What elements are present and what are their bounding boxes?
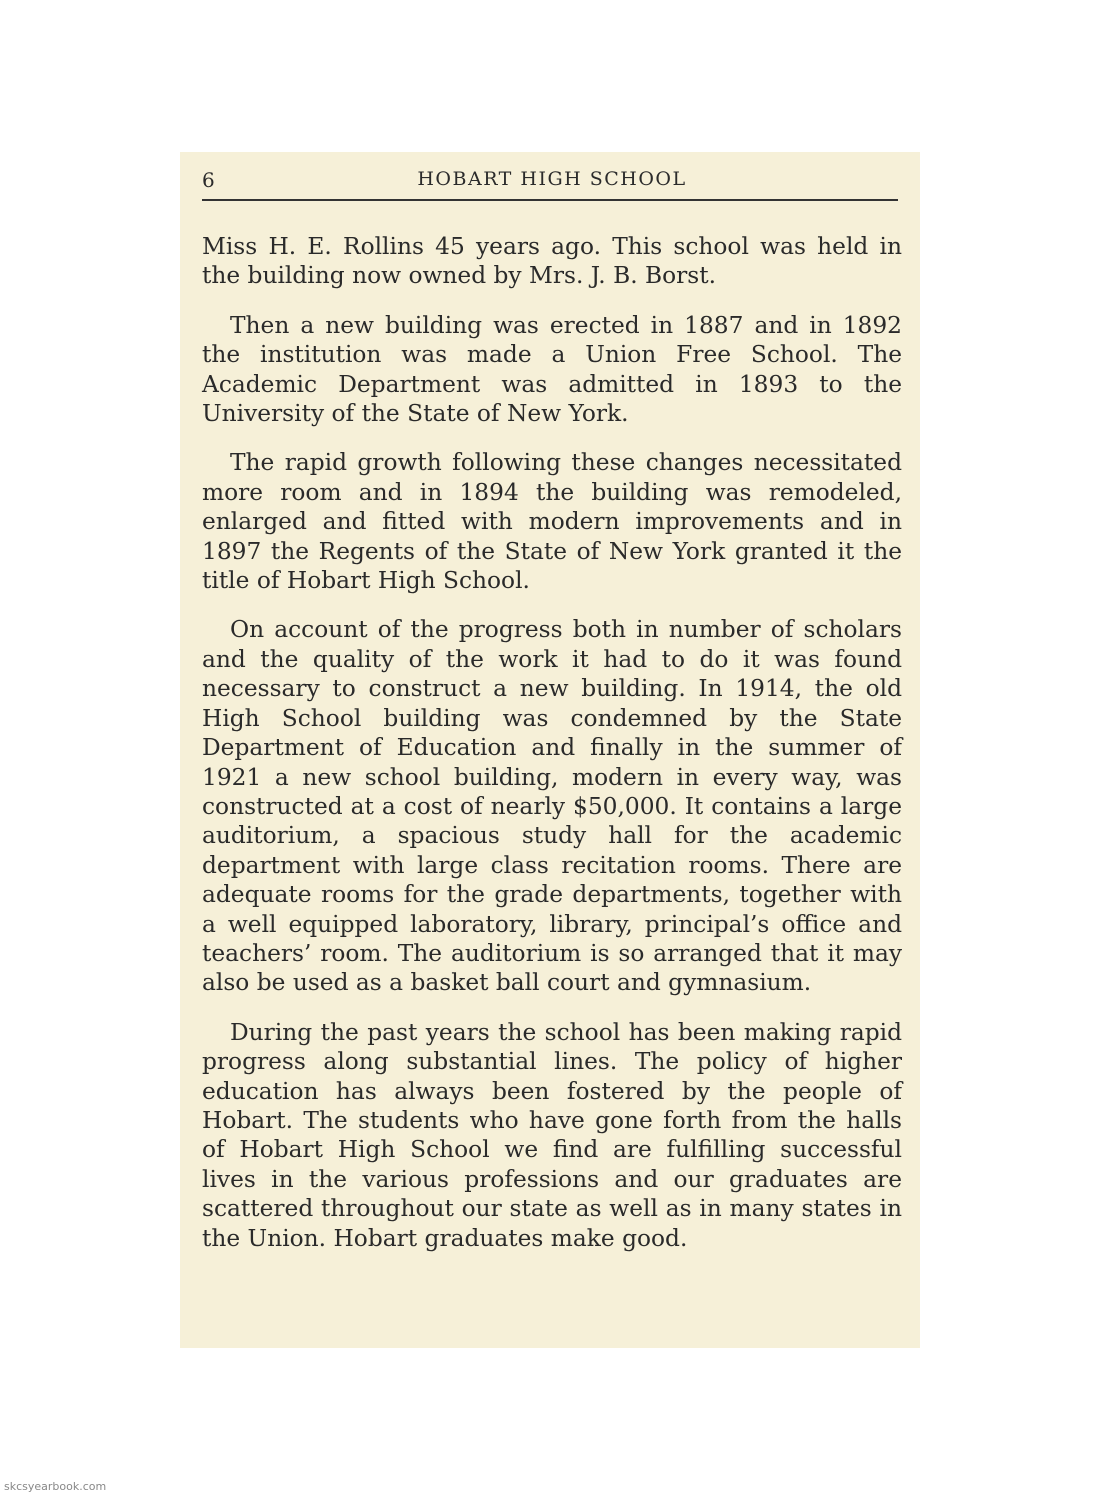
paragraph: The rapid growth following these changes necessitated more room and in 1894 the building was remodeled, enlarged and fitted with modern improvements and in 1897 the Regents of the State of New York granted it the title of Hobart High School. (202, 449, 902, 595)
body-text (202, 232, 902, 1273)
running-title: HOBART HIGH SCHOOL (417, 168, 687, 190)
page-number: 6 (202, 168, 216, 192)
paragraph: On account of the progress both in number of scholars and the quality of the work it had to do it was found necessary to construct a new building. In 1914, the old High School building was condemned by the State Department of Education and finally in the summer of 1921 a new school building, modern in every way, was constructed at a cost of nearly $50,000. It contains a large auditorium, a spacious study hall for the academic department with large class recitation rooms. There are adequate rooms for the grade departments, together with a well equipped laboratory, library, principal’s office and teachers’ room. The auditorium is so arranged that it may also be used as a basket ball court and gymnasium. (202, 616, 902, 997)
header-rule (202, 199, 898, 201)
site-watermark: skcsyearbook.com (4, 1480, 107, 1493)
yearbook-page (180, 152, 920, 1348)
paragraph: During the past years the school has been making rapid progress along substantial lines. The policy of higher education has always been fostered by the people of Hobart. The students who have gone forth from the halls of Hobart High School we find are fulfilling successful lives in the various professions and our graduates are scattered throughout our state as well as in many states in the Union. Hobart graduates make good. (202, 1018, 902, 1252)
paragraph: Miss H. E. Rollins 45 years ago. This school was held in the building now owned by Mrs. J. B. Borst. (202, 233, 902, 290)
paragraph: Then a new building was erected in 1887 and in 1892 the institution was made a Union Free School. The Academic Department was admitted in 1893 to the University of the State of New York. (202, 311, 902, 428)
page-header (202, 166, 902, 196)
